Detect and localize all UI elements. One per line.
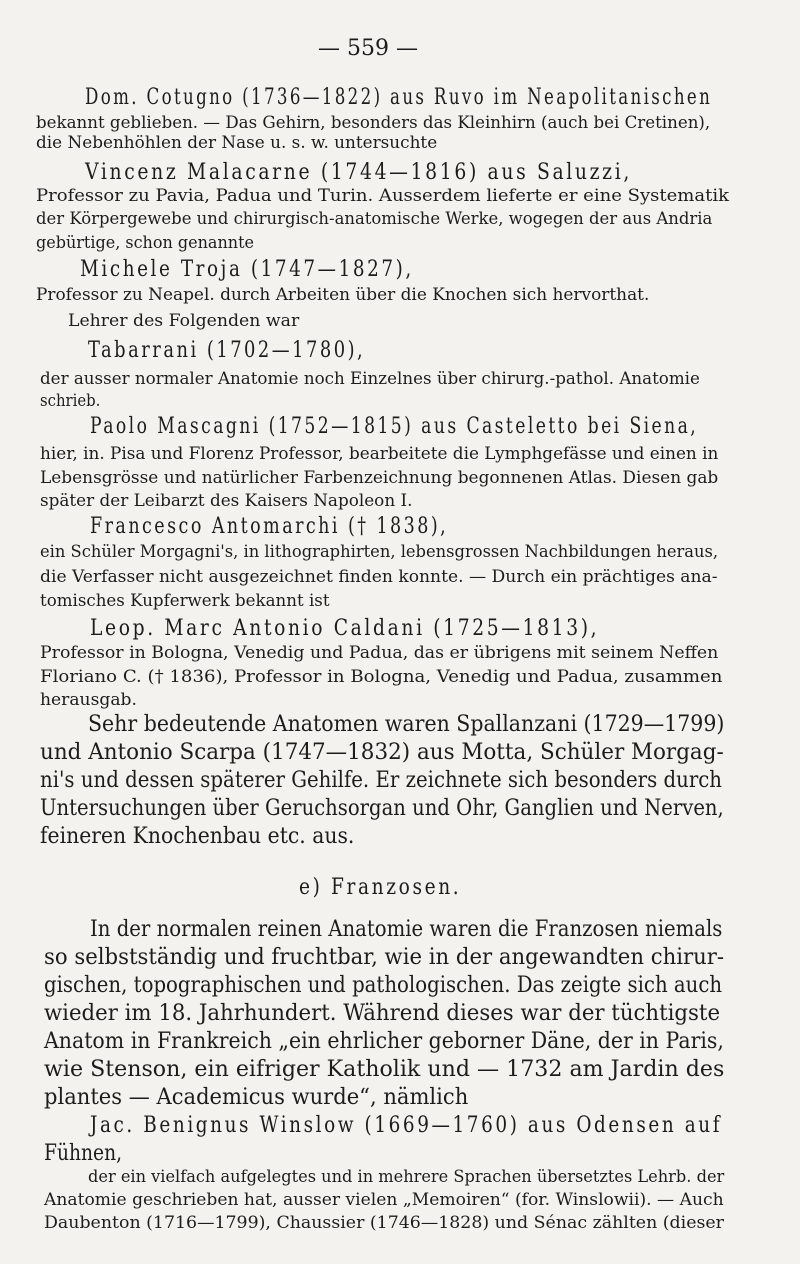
text-line: Fühnen, — [44, 1140, 123, 1166]
text-line: Michele Troja (1747—1827), — [80, 256, 414, 282]
text-line: gebürtige, schon genannte — [36, 233, 254, 252]
text-line: der ausser normaler Anatomie noch Einzelnes über chirurg.-pathol. Anatomie — [40, 369, 700, 388]
text-line: ni's und dessen späterer Gehilfe. Er zeichnete sich besonders durch — [40, 767, 723, 793]
text-line: Untersuchungen über Geruchsorgan und Ohr, Ganglien und Nerven, — [40, 795, 724, 821]
text-line: Jac. Benignus Winslow (1669—1760) aus Odensen auf — [90, 1112, 723, 1138]
text-line: Daubenton (1716—1799), Chaussier (1746—1828) und Sénac zählten (dieser — [44, 1213, 724, 1232]
text-line: und Antonio Scarpa (1747—1832) aus Motta, Schüler Morgag- — [40, 739, 724, 765]
text-line: tomisches Kupferwerk bekannt ist — [40, 591, 330, 610]
text-line: Floriano C. († 1836), Professor in Bologna, Venedig und Padua, zusammen — [40, 667, 723, 686]
text-line: feineren Knochenbau etc. aus. — [40, 823, 355, 849]
text-line: Lehrer des Folgenden war — [68, 311, 300, 330]
text-line: Anatom in Frankreich „ein ehrlicher geborner Däne, der in Paris, — [44, 1028, 724, 1054]
text-line: Sehr bedeutende Anatomen waren Spallanzani (1729—1799) — [88, 711, 725, 737]
text-line: Anatomie geschrieben hat, ausser vielen „Memoiren“ (for. Winslowii). — Auch — [44, 1190, 724, 1209]
text-line: schrieb. — [40, 391, 101, 410]
text-line: ein Schüler Morgagni's, in lithographirten, lebensgrossen Nachbildungen heraus, — [40, 542, 719, 561]
text-line: hier, in. Pisa und Florenz Professor, bearbeitete die Lymphgefässe und einen in — [40, 444, 719, 463]
text-line: wie Stenson, ein eifriger Katholik und — 1732 am Jardin des — [44, 1056, 725, 1082]
text-line: Tabarrani (1702—1780), — [88, 337, 366, 363]
text-line: In der normalen reinen Anatomie waren die Franzosen niemals — [90, 916, 723, 942]
page-number: — 559 — — [318, 36, 418, 61]
text-line: Professor zu Pavia, Padua und Turin. Ausserdem lieferte er eine Systematik — [36, 186, 730, 205]
text-line: Vincenz Malacarne (1744—1816) aus Saluzzi, — [85, 159, 632, 185]
text-line: herausgab. — [40, 690, 137, 709]
text-line: Lebensgrösse und natürlicher Farbenzeichnung begonnenen Atlas. Diesen gab — [40, 468, 719, 487]
text-line: so selbstständig und fruchtbar, wie in der angewandten chirur- — [44, 944, 725, 970]
text-line: Dom. Cotugno (1736—1822) aus Ruvo im Neapolitanischen — [85, 84, 713, 110]
text-line: Francesco Antomarchi († 1838), — [90, 513, 449, 539]
text-line: gischen, topographischen und pathologischen. Das zeigte sich auch — [44, 972, 723, 998]
text-line: Professor zu Neapel. durch Arbeiten über die Knochen sich hervorthat. — [36, 285, 650, 304]
text-line: der ein vielfach aufgelegtes und in mehrere Sprachen übersetztes Lehrb. der — [88, 1167, 725, 1186]
text-line: die Nebenhöhlen der Nase u. s. w. untersuchte — [36, 133, 438, 152]
text-line: wieder im 18. Jahrhundert. Während dieses war der tüchtigste — [44, 1000, 721, 1026]
text-line: später der Leibarzt des Kaisers Napoleon I. — [40, 491, 413, 510]
text-line: plantes — Academicus wurde“, nämlich — [44, 1084, 469, 1110]
text-line: bekannt geblieben. — Das Gehirn, besonders das Kleinhirn (auch bei Cretinen), — [36, 113, 711, 132]
text-line: der Körpergewebe und chirurgisch-anatomische Werke, wogegen der aus Andria — [36, 209, 713, 228]
text-line: die Verfasser nicht ausgezeichnet finden konnte. — Durch ein prächtiges ana- — [40, 567, 718, 586]
text-line: Paolo Mascagni (1752—1815) aus Casteletto bei Siena, — [90, 413, 699, 439]
section-heading: e) Franzosen. — [299, 874, 462, 900]
text-line: Leop. Marc Antonio Caldani (1725—1813), — [90, 615, 600, 641]
text-line: Professor in Bologna, Venedig und Padua, das er übrigens mit seinem Neffen — [40, 643, 719, 662]
